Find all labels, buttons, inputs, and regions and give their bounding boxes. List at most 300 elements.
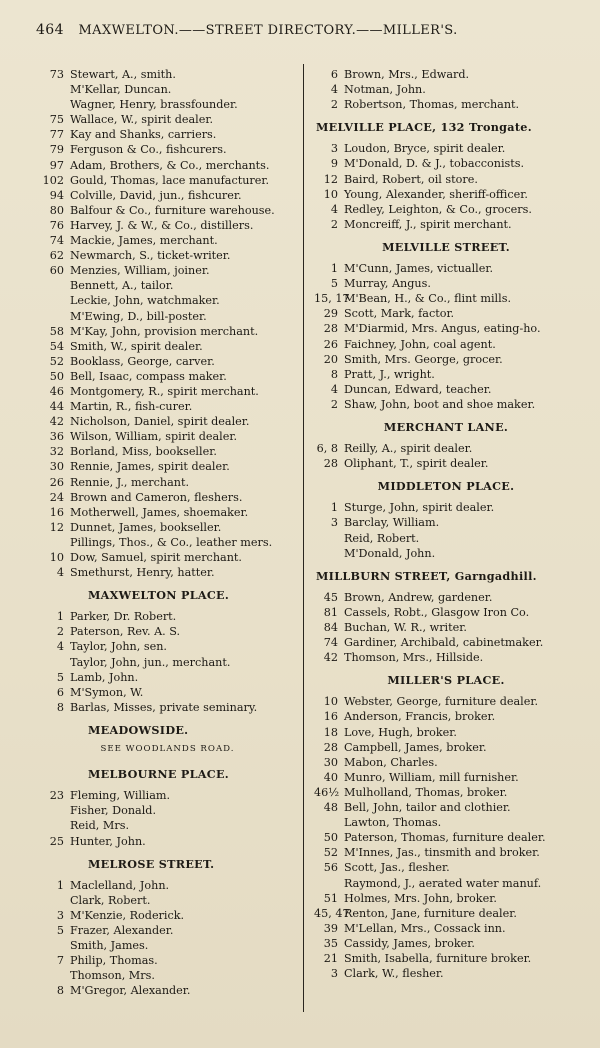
house-number: 2	[330, 217, 338, 231]
directory-entry	[314, 709, 576, 724]
house-number: 76	[49, 218, 64, 232]
directory-entry	[40, 655, 295, 670]
entry-text: Parker, Dr. Robert.	[70, 610, 177, 624]
section-heading: MELVILLE PLACE, 132 Trongate.	[316, 120, 532, 135]
directory-entry	[40, 685, 295, 700]
entry-text: Gardiner, Archibald, cabinetmaker.	[344, 636, 544, 650]
house-number: 15, 17	[314, 292, 350, 306]
house-number: 94	[49, 188, 64, 202]
house-number: 77	[49, 128, 64, 142]
directory-entry	[40, 97, 295, 112]
section-heading: MAXWELTON PLACE.	[88, 588, 230, 603]
directory-entry	[314, 217, 576, 232]
house-number: 56	[323, 861, 338, 875]
entry-text: Leckie, John, watchmaker.	[70, 294, 220, 308]
entry-text: Motherwell, James, shoemaker.	[70, 505, 249, 519]
section-heading: MIDDLETON PLACE.	[377, 479, 515, 494]
directory-entry	[40, 968, 295, 983]
entry-text: Bell, John, tailor and clothier.	[344, 801, 511, 815]
entry-text: Montgomery, R., spirit merchant.	[70, 384, 259, 398]
entry-text: Redley, Leighton, & Co., grocers.	[344, 202, 532, 216]
house-number: 45	[323, 590, 338, 604]
house-number: 3	[330, 967, 338, 981]
house-number: 1	[56, 610, 64, 624]
directory-entry	[40, 309, 295, 324]
house-number: 1	[56, 878, 64, 892]
house-number: 2	[330, 397, 338, 411]
entry-text: Campbell, James, broker.	[344, 740, 487, 754]
directory-entry	[314, 367, 576, 382]
left-column	[40, 67, 295, 998]
directory-entry	[314, 770, 576, 785]
house-number: 8	[56, 700, 64, 714]
header-title: MAXWELTON.——STREET DIRECTORY.——MILLER'S.	[78, 23, 458, 38]
entry-text: Raymond, J., aerated water manuf.	[344, 876, 542, 890]
entry-text: Paterson, Thomas, furniture dealer.	[344, 831, 546, 845]
entry-text: Murray, Angus.	[344, 277, 431, 291]
entry-text: Borland, Miss, bookseller.	[70, 445, 217, 459]
directory-entry	[314, 936, 576, 951]
directory-entry	[314, 605, 576, 620]
directory-entry	[40, 429, 295, 444]
house-number: 97	[49, 158, 64, 172]
directory-entry	[40, 233, 295, 248]
house-number: 4	[330, 202, 338, 216]
directory-entry	[314, 620, 576, 635]
house-number: 6	[330, 68, 338, 81]
house-number: 46½	[314, 785, 340, 799]
directory-entry	[40, 624, 295, 639]
entry-text: Fisher, Donald.	[70, 804, 157, 818]
entry-text: Colville, David, jun., fishcurer.	[70, 188, 242, 202]
directory-entry	[40, 142, 295, 157]
entry-text: Brown, Mrs., Edward.	[344, 68, 470, 81]
directory-entry	[314, 82, 576, 97]
section-heading: MELBOURNE PLACE.	[88, 767, 229, 782]
entry-text: Taylor, John, sen.	[70, 640, 167, 654]
house-number: 7	[56, 954, 64, 968]
entry-text: Shaw, John, boot and shoe maker.	[344, 397, 536, 411]
directory-entry	[40, 520, 295, 535]
directory-entry	[40, 354, 295, 369]
house-number: 4	[330, 83, 338, 97]
directory-entry	[40, 788, 295, 803]
house-number: 10	[49, 551, 64, 564]
directory-entry	[314, 815, 576, 830]
directory-entry	[40, 263, 295, 278]
directory-entry	[314, 531, 576, 546]
entry-text: Philip, Thomas.	[70, 954, 158, 968]
directory-entry	[314, 500, 576, 515]
directory-entry	[314, 921, 576, 936]
entry-text: Smith, W., spirit dealer.	[70, 339, 203, 353]
entry-text: M'Kenzie, Roderick.	[70, 908, 185, 922]
house-number: 54	[49, 339, 64, 353]
entry-text: Taylor, John, jun., merchant.	[70, 655, 231, 669]
directory-entry	[314, 291, 576, 306]
house-number: 28	[323, 322, 338, 336]
entry-text: Gould, Thomas, lace manufacturer.	[70, 173, 270, 187]
directory-entry	[40, 173, 295, 188]
entry-text: Thomson, Mrs., Hillside.	[344, 651, 484, 665]
house-number: 20	[323, 352, 338, 366]
directory-entry	[40, 938, 295, 953]
directory-entry	[40, 565, 295, 580]
running-header	[36, 22, 576, 38]
house-number: 8	[330, 367, 338, 381]
house-number: 16	[49, 505, 64, 519]
entry-text: Young, Alexander, sheriff-officer.	[344, 187, 528, 201]
entry-text: Newmarch, S., ticket-writer.	[70, 249, 231, 263]
entry-text: Nicholson, Daniel, spirit dealer.	[70, 415, 250, 429]
directory-entry	[314, 382, 576, 397]
house-number: 28	[323, 740, 338, 754]
entry-text: Balfour & Co., furniture warehouse.	[70, 203, 275, 217]
house-number: 48	[323, 801, 338, 815]
entry-text: Smethurst, Henry, hatter.	[70, 566, 215, 580]
section-heading: MEADOWSIDE.	[88, 722, 189, 737]
entry-text: Barlas, Misses, private seminary.	[70, 700, 258, 714]
entry-text: Lamb, John.	[70, 670, 139, 684]
column-divider	[303, 64, 304, 1012]
house-number: 3	[330, 516, 338, 530]
entry-text: Kay and Shanks, carriers.	[70, 128, 217, 142]
entry-text: Smith, Mrs. George, grocer.	[344, 352, 503, 366]
entry-text: M'Cunn, James, victualler.	[344, 262, 494, 276]
entry-text: M'Gregor, Alexander.	[70, 984, 191, 998]
house-number: 81	[323, 605, 338, 619]
house-number: 51	[323, 891, 338, 905]
entry-text: Rennie, James, spirit dealer.	[70, 460, 230, 474]
house-number: 6	[56, 685, 64, 699]
section-heading: MELROSE STREET.	[88, 856, 215, 871]
directory-entry	[40, 818, 295, 833]
entry-text: Maclelland, John.	[70, 878, 170, 892]
directory-entry	[314, 860, 576, 875]
entry-text: Martin, R., fish-curer.	[70, 400, 193, 414]
entry-text: Rennie, J., merchant.	[70, 475, 190, 489]
house-number: 4	[56, 640, 64, 654]
directory-entry	[40, 908, 295, 923]
directory-entry	[314, 276, 576, 291]
directory-entry	[40, 983, 295, 998]
directory-entry	[314, 635, 576, 650]
house-number: 25	[49, 834, 64, 848]
entry-text: Wilson, William, spirit dealer.	[70, 430, 238, 444]
house-number: 3	[56, 908, 64, 922]
directory-entry	[314, 891, 576, 906]
entry-text: Cassels, Robt., Glasgow Iron Co.	[344, 605, 530, 619]
directory-entry	[314, 906, 576, 921]
house-number: 18	[323, 725, 338, 739]
directory-entry	[314, 830, 576, 845]
house-number: 5	[56, 670, 64, 684]
directory-entry	[40, 324, 295, 339]
house-number: 16	[323, 710, 338, 724]
house-number: 52	[323, 846, 338, 860]
directory-entry	[40, 923, 295, 938]
directory-entry	[40, 878, 295, 893]
house-number: 23	[49, 789, 64, 803]
house-number: 40	[323, 770, 338, 784]
house-number: 6, 8	[316, 442, 338, 456]
directory-entry	[314, 352, 576, 367]
house-number: 45, 47	[314, 906, 350, 920]
entry-text: Mabon, Charles.	[344, 755, 438, 769]
house-number: 46	[49, 384, 64, 398]
entry-text: Oliphant, T., spirit dealer.	[344, 457, 489, 471]
entry-text: M'Bean, H., & Co., flint mills.	[344, 292, 512, 306]
directory-entry	[314, 755, 576, 770]
entry-text: Booklass, George, carver.	[70, 354, 215, 368]
entry-text: Loudon, Bryce, spirit dealer.	[344, 142, 506, 156]
entry-text: Dow, Samuel, spirit merchant.	[70, 551, 242, 564]
entry-text: Faichney, John, coal agent.	[344, 337, 496, 351]
directory-entry	[40, 893, 295, 908]
directory-entry	[314, 546, 576, 561]
entry-text: Mackie, James, merchant.	[70, 234, 218, 248]
house-number: 39	[323, 921, 338, 935]
directory-entry	[314, 337, 576, 352]
directory-entry	[314, 800, 576, 815]
entry-text: Cassidy, James, broker.	[344, 936, 475, 950]
house-number: 12	[49, 520, 64, 534]
directory-entry	[314, 172, 576, 187]
entry-text: Holmes, Mrs. John, broker.	[344, 891, 497, 905]
directory-entry	[314, 456, 576, 471]
page-number: 464	[36, 22, 64, 38]
entry-text: Notman, John.	[344, 83, 426, 97]
house-number: 8	[56, 984, 64, 998]
directory-entry	[314, 785, 576, 800]
entry-text: Adam, Brothers, & Co., merchants.	[70, 158, 270, 172]
entry-text: Reid, Mrs.	[70, 819, 129, 833]
house-number: 10	[323, 187, 338, 201]
directory-entry	[314, 740, 576, 755]
house-number: 3	[330, 142, 338, 156]
directory-entry	[40, 369, 295, 384]
entry-text: M'Kellar, Duncan.	[70, 83, 172, 97]
directory-entry	[40, 490, 295, 505]
directory-entry	[314, 515, 576, 530]
house-number: 1	[330, 262, 338, 276]
directory-entry	[314, 321, 576, 336]
directory-entry	[40, 639, 295, 654]
entry-text: Duncan, Edward, teacher.	[344, 382, 492, 396]
entry-text: Renton, Jane, furniture dealer.	[344, 906, 517, 920]
house-number: 28	[323, 457, 338, 471]
directory-entry	[40, 953, 295, 968]
section-heading: MILLBURN STREET, Garngadhill.	[316, 568, 537, 583]
entry-text: Brown, Andrew, gardener.	[344, 590, 493, 604]
directory-entry	[314, 397, 576, 412]
entry-text: Sturge, John, spirit dealer.	[344, 501, 495, 515]
entry-text: Dunnet, James, bookseller.	[70, 520, 222, 534]
entry-text: M'Lellan, Mrs., Cossack inn.	[344, 921, 506, 935]
house-number: 75	[49, 113, 64, 127]
directory-entry	[40, 505, 295, 520]
house-number: 35	[323, 936, 338, 950]
entry-text: Lawton, Thomas.	[344, 816, 442, 830]
directory-entry	[314, 876, 576, 891]
entry-text: Smith, James.	[70, 939, 149, 953]
directory-entry	[314, 97, 576, 112]
entry-text: Munro, William, mill furnisher.	[344, 770, 519, 784]
entry-text: Harvey, J. & W., & Co., distillers.	[70, 218, 254, 232]
directory-entry	[40, 188, 295, 203]
house-number: 4	[56, 566, 64, 580]
directory-entry	[40, 339, 295, 354]
directory-entry	[314, 261, 576, 276]
house-number: 21	[323, 951, 338, 965]
directory-entry	[40, 670, 295, 685]
house-number: 36	[49, 430, 64, 444]
entry-text: Baird, Robert, oil store.	[344, 172, 478, 186]
entry-text: Clark, W., flesher.	[344, 967, 444, 981]
house-number: 58	[49, 324, 64, 338]
entry-text: Clark, Robert.	[70, 893, 151, 907]
house-number: 42	[323, 651, 338, 665]
entry-text: Menzies, William, joiner.	[70, 264, 210, 278]
entry-text: Anderson, Francis, broker.	[344, 710, 496, 724]
entry-text: Ferguson & Co., fishcurers.	[70, 143, 227, 157]
directory-entry	[40, 535, 295, 550]
entry-text: Webster, George, furniture dealer.	[344, 695, 539, 709]
directory-entry	[40, 158, 295, 173]
entry-text: M'Innes, Jas., tinsmith and broker.	[344, 846, 540, 860]
directory-entry	[40, 203, 295, 218]
entry-text: M'Kay, John, provision merchant.	[70, 324, 259, 338]
directory-entry	[40, 444, 295, 459]
directory-entry	[314, 694, 576, 709]
house-number: 5	[330, 277, 338, 291]
house-number: 44	[49, 400, 64, 414]
house-number: 32	[49, 445, 64, 459]
directory-entry	[40, 803, 295, 818]
entry-text: Reid, Robert.	[344, 531, 420, 545]
directory-entry	[40, 67, 295, 82]
entry-text: M'Diarmid, Mrs. Angus, eating-ho.	[344, 322, 541, 336]
house-number: 5	[56, 923, 64, 937]
directory-entry	[314, 156, 576, 171]
house-number: 79	[49, 143, 64, 157]
house-number: 73	[49, 68, 64, 81]
directory-entry	[40, 609, 295, 624]
directory-entry	[314, 141, 576, 156]
directory-entry	[40, 82, 295, 97]
entry-text: Love, Hugh, broker.	[344, 725, 457, 739]
directory-entry	[314, 966, 576, 981]
entry-text: Paterson, Rev. A. S.	[70, 625, 181, 639]
entry-text: Mulholland, Thomas, broker.	[344, 785, 508, 799]
entry-text: Fleming, William.	[70, 789, 171, 803]
house-number: 74	[323, 636, 338, 650]
right-column	[314, 67, 576, 981]
directory-entry	[314, 441, 576, 456]
directory-entry	[40, 112, 295, 127]
directory-entry	[314, 202, 576, 217]
house-number: 24	[49, 490, 64, 504]
entry-text: Brown and Cameron, fleshers.	[70, 490, 243, 504]
directory-entry	[40, 459, 295, 474]
directory-entry	[40, 127, 295, 142]
house-number: 9	[330, 157, 338, 171]
directory-entry	[40, 384, 295, 399]
house-number: 2	[56, 625, 64, 639]
house-number: 26	[49, 475, 64, 489]
entry-text: Robertson, Thomas, merchant.	[344, 98, 520, 112]
house-number: 52	[49, 354, 64, 368]
directory-entry	[314, 590, 576, 605]
entry-text: Pratt, J., wright.	[344, 367, 435, 381]
entry-text: Stewart, A., smith.	[70, 68, 176, 81]
house-number: 4	[330, 382, 338, 396]
entry-text: M'Donald, John.	[344, 546, 436, 560]
entry-text: Frazer, Alexander.	[70, 923, 174, 937]
entry-text: Moncreiff, J., spirit merchant.	[344, 217, 512, 231]
entry-text: Thomson, Mrs.	[70, 969, 155, 983]
entry-text: Bennett, A., tailor.	[70, 279, 174, 293]
house-number: 30	[49, 460, 64, 474]
directory-entry	[40, 834, 295, 849]
directory-entry	[40, 293, 295, 308]
entry-text: Scott, Jas., flesher.	[344, 861, 450, 875]
entry-text: Wagner, Henry, brassfounder.	[70, 98, 238, 112]
house-number: 74	[49, 234, 64, 248]
house-number: 62	[49, 249, 64, 263]
directory-entry	[40, 414, 295, 429]
cross-reference-note: SEE WOODLANDS ROAD.	[100, 744, 235, 755]
entry-text: M'Symon, W.	[70, 685, 144, 699]
entry-text: Bell, Isaac, compass maker.	[70, 369, 227, 383]
entry-text: Scott, Mark, factor.	[344, 307, 455, 321]
entry-text: Smith, Isabella, furniture broker.	[344, 951, 532, 965]
house-number: 102	[42, 173, 64, 187]
entry-text: Barclay, William.	[344, 516, 440, 530]
directory-entry	[40, 475, 295, 490]
house-number: 60	[49, 264, 64, 278]
entry-text: Pillings, Thos., & Co., leather mers.	[70, 535, 273, 549]
directory-entry	[314, 306, 576, 321]
house-number: 12	[323, 172, 338, 186]
directory-entry	[40, 700, 295, 715]
section-heading: MELVILLE STREET.	[382, 239, 510, 254]
directory-entry	[314, 951, 576, 966]
entry-text: Hunter, John.	[70, 834, 146, 848]
directory-entry	[314, 187, 576, 202]
entry-text: M'Ewing, D., bill-poster.	[70, 309, 207, 323]
directory-entry	[40, 278, 295, 293]
directory-entry	[40, 218, 295, 233]
house-number: 30	[323, 755, 338, 769]
house-number: 50	[323, 831, 338, 845]
entry-text: Buchan, W. R., writer.	[344, 621, 467, 634]
entry-text: M'Donald, D. & J., tobacconists.	[344, 157, 525, 171]
directory-entry	[40, 550, 295, 565]
section-heading: MILLER'S PLACE.	[387, 673, 505, 688]
entry-text: Wallace, W., spirit dealer.	[70, 113, 214, 127]
house-number: 10	[323, 695, 338, 709]
directory-entry	[314, 725, 576, 740]
directory-entry	[314, 67, 576, 82]
directory-entry	[40, 248, 295, 263]
house-number: 29	[323, 307, 338, 321]
house-number: 84	[323, 621, 338, 634]
house-number: 26	[323, 337, 338, 351]
house-number: 2	[330, 98, 338, 112]
house-number: 50	[49, 369, 64, 383]
house-number: 1	[330, 501, 338, 515]
